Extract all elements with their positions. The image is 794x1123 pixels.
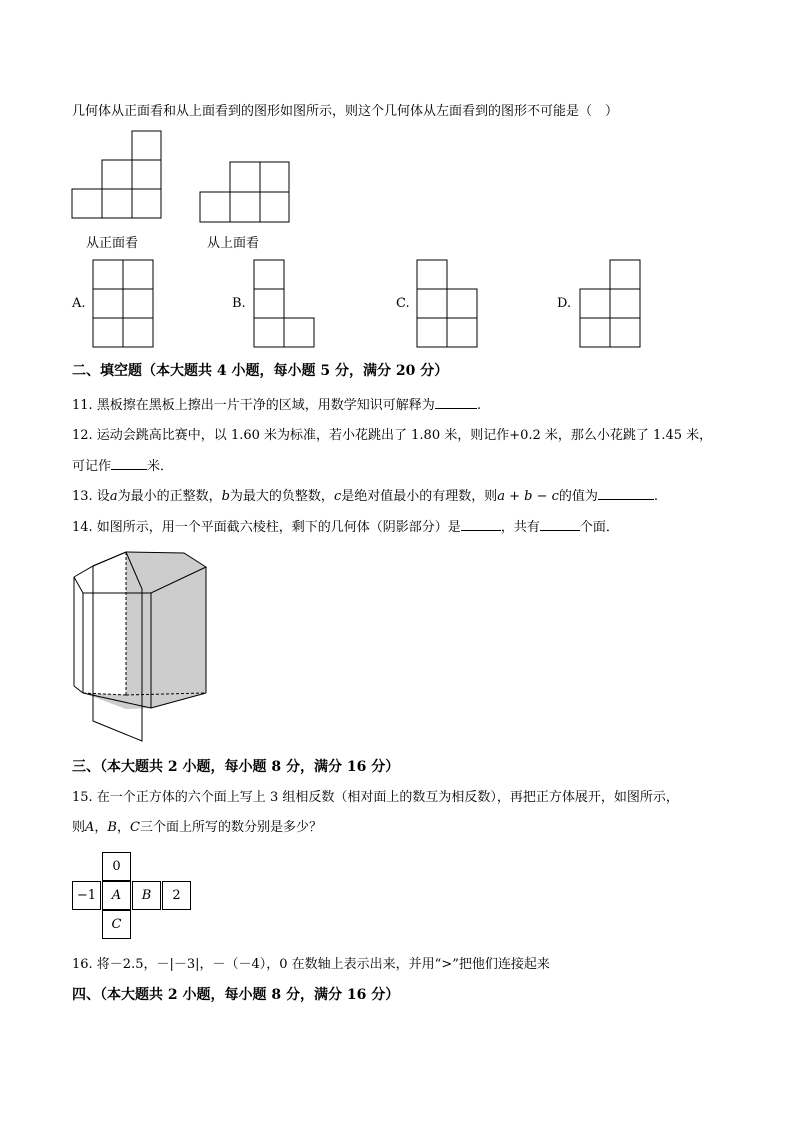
q14-answer-blank-2[interactable] (540, 518, 580, 531)
option-c-figure (417, 260, 479, 350)
q12-line2-prefix: 可记作 (72, 459, 112, 474)
option-a-figure (93, 260, 155, 350)
q13-var-c: c (333, 489, 342, 504)
front-view-figure (72, 131, 162, 221)
q13-var-a: a (109, 489, 118, 504)
net-left-cell: −1 (72, 881, 101, 910)
q16-text: 16. 将－2.5，－|－3|，－（－4），0 在数轴上表示出来，并用“>”把他们连接起来 (72, 957, 550, 972)
q15-comma-1: ， (94, 820, 108, 835)
q15-line2-prefix: 则 (72, 820, 86, 835)
q11-end: . (476, 398, 481, 413)
q10-stem: 几何体从正面看和从上面看到的图形如图所示，则这个几何体从左面看到的图形不可能是（ ） (72, 104, 619, 119)
cube-net (72, 852, 192, 942)
q11-stem: 11. 黑板擦在黑板上擦出一片干净的区域，用数学知识可解释为 (72, 398, 435, 413)
q14-part-2: ，共有 (500, 520, 540, 535)
q15-var-b: B (107, 820, 117, 835)
q13-part-4: 是绝对值最小的有理数，则 (341, 489, 498, 504)
q15-line2 (72, 819, 322, 837)
option-b-figure (254, 260, 316, 350)
front-view-caption: 从正面看 (86, 236, 139, 251)
q13-part-1: 13. 设 (72, 489, 110, 504)
option-b-label: B. (232, 296, 246, 311)
net-right-cell: 2 (162, 881, 191, 910)
q15-line2-suffix: 三个面上所写的数分别是多少？ (139, 820, 322, 835)
q13-text (72, 487, 658, 506)
q13-answer-blank[interactable] (598, 487, 654, 500)
top-view-figure (200, 162, 290, 224)
q13-var-b: b (221, 489, 230, 504)
option-a-label: A. (72, 296, 86, 311)
net-top-cell: 0 (102, 852, 131, 881)
q12-line1: 12. 运动会跳高比赛中，以 1.60 米为标准，若小花跳出了 1.80 米，则记作+0.2 米，那么小花跳了 1.45 米， (72, 428, 713, 443)
q12-line2-suffix: 米． (147, 459, 174, 474)
option-c-label: C. (396, 296, 410, 311)
q14-text (72, 518, 619, 537)
q11-text (72, 396, 481, 415)
option-d-figure (580, 260, 642, 350)
q13-end: . (653, 489, 659, 504)
q13-expression: a + b − c (497, 489, 559, 504)
q15-comma-2: ， (116, 820, 130, 835)
section4-heading: 四、（本大题共 2 小题，每小题 8 分，满分 16 分） (72, 987, 400, 1003)
option-d-label: D. (557, 296, 572, 311)
q13-part-5: 的值为 (558, 489, 598, 504)
top-view-caption: 从上面看 (207, 236, 260, 251)
hexagonal-prism-figure (66, 546, 216, 746)
q14-part-1: 14. 如图所示，用一个平面截六棱柱，剩下的几何体（阴影部分）是 (72, 520, 461, 535)
q14-part-3: 个面． (579, 520, 619, 535)
section2-heading: 二、填空题（本大题共 4 小题，每小题 5 分，满分 20 分） (72, 363, 449, 379)
q12-line2 (72, 457, 173, 476)
net-b-cell: B (132, 881, 161, 910)
q13-part-2: 为最小的正整数， (117, 489, 222, 504)
q11-answer-blank[interactable] (435, 396, 477, 409)
section3-heading: 三、（本大题共 2 小题，每小题 8 分，满分 16 分） (72, 759, 400, 775)
q15-var-c: C (130, 820, 140, 835)
net-c-cell: C (102, 910, 131, 939)
q14-answer-blank-1[interactable] (461, 518, 501, 531)
q13-part-3: 为最大的负整数， (229, 489, 334, 504)
q15-line1: 15. 在一个正方体的六个面上写上 3 组相反数（相对面上的数互为相反数），再把正方体展开，如图所示， (72, 790, 679, 805)
net-a-cell: A (102, 881, 131, 910)
q15-var-a: A (85, 820, 95, 835)
q12-answer-blank[interactable] (111, 457, 147, 470)
